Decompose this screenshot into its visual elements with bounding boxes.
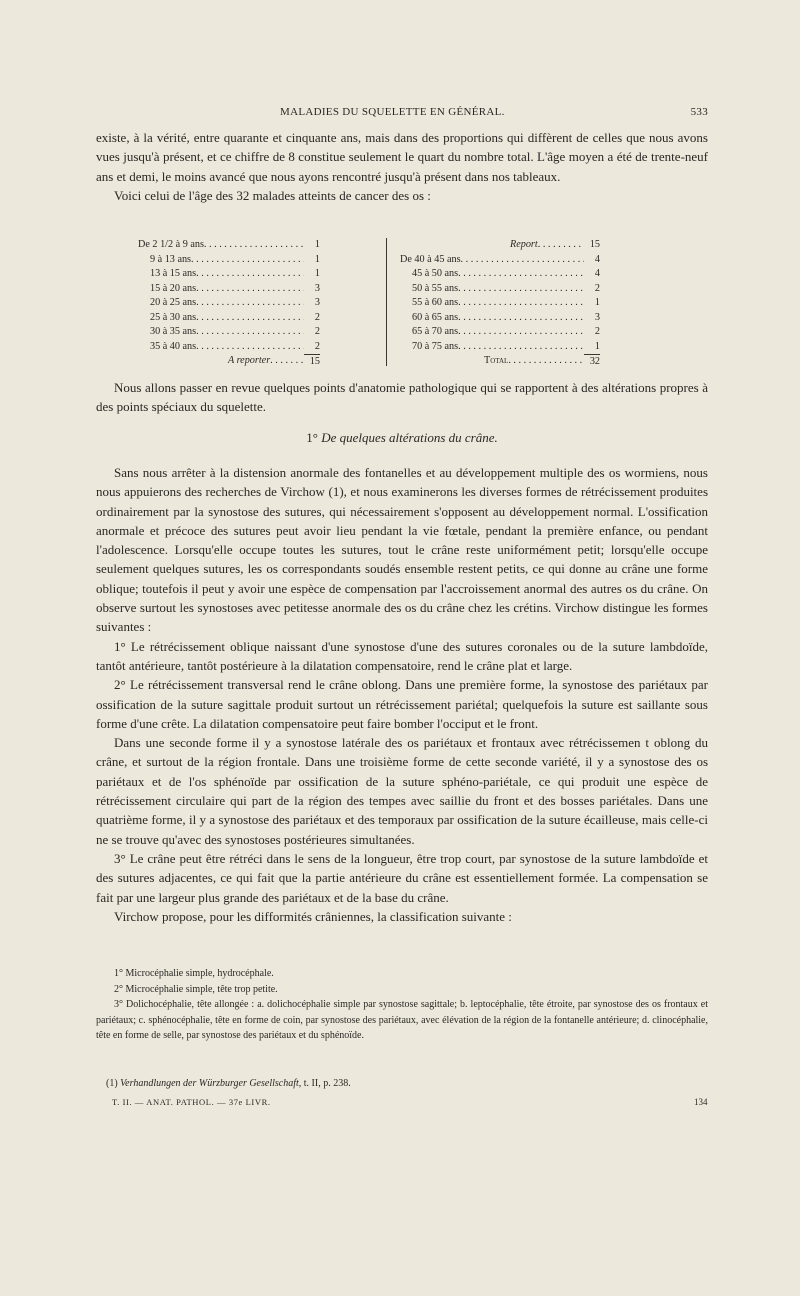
running-header [96,106,708,122]
footnote-marker: (1) [106,1078,118,1089]
age-table-left-column [138,238,320,370]
table-row: 35 à 40 ans . . . 2 [138,340,320,355]
table-row: 30 à 35 ans . . . 2 [138,325,320,340]
table-row: De 40 à 45 ans . . . 4 [400,253,600,268]
section-heading [96,430,708,446]
subtotal-row: A reporter . . . 15 [138,354,320,370]
section-paragraph: Virchow propose, pour les difformités crâniennes, la classification suivante : [114,908,512,924]
report-row: Report . . . 15 [400,238,600,253]
table-row: 9 à 13 ans . . . 1 [138,253,320,268]
table-row: 70 à 75 ans . . . 1 [400,340,600,355]
footnote-reference: , t. II, p. 238. [298,1078,351,1089]
classification-item: 1° Microcéphalie simple, hydrocéphale. [114,968,274,979]
age-table-right-column [400,238,600,370]
total-row: Total . . . 32 [400,354,600,370]
table-row: 60 à 65 ans . . . 3 [400,311,600,326]
age-table [138,238,608,368]
footnote [106,1078,351,1089]
transition-paragraph: Nous allons passer en revue quelques points d'anatomie pathologique qui se rapportent à des altérations propres à des points spéciaux du squelette. [96,380,708,415]
classification-item: 2° Microcéphalie simple, tête trop petite. [114,983,278,995]
classification-list [96,966,708,1044]
section-paragraph: 1° Le rétrécissement oblique naissant d'une synostose d'une des sutures coronales ou de la suture lambdoïde, tantôt antérieure, tantôt postérieure à la dilatation compensatoire, rend le crâne plat et large. [96,638,708,673]
section-number: 1° [306,430,318,445]
table-row: 25 à 30 ans . . . 2 [138,311,320,326]
footnote-source: Verhandlungen der Würzburger Gesellschaft [120,1078,299,1089]
section-title: De quelques altérations du crâne. [321,430,498,445]
column-divider [386,238,387,366]
section-paragraph: Dans une seconde forme il y a synostose latérale des os pariétaux et frontaux avec rétrécissemen t oblong du crâne, et surtout de la région frontale. Dans une troisième forme de cette seconde variété, il y a synostose des os pariétaux et de l'os sphénoïde par ossification de la suture sphéno-pariétale, ce qui produit une espèce de rétrécissement circulaire qui part de la région des tempes avec saillie du front et des bosses pariétales. Dans une quatrième forme, il y a synostose des pariétaux et des temporaux par ossification de la suture écailleuse, mais celle-ci ne se trouve qu'avec des synostoses postérieures simultanées. [96,735,708,847]
table-row: 45 à 50 ans . . . 4 [400,267,600,282]
section-paragraph: 3° Le crâne peut être rétréci dans le sens de la longueur, être trop court, par synostose de la suture lambdoïde et des sutures adjacentes, ce qui fait que la partie antérieure du crâne est essentiellement formée. La compensation se fait par une largeur plus grande des pariétaux et de la base du crâne. [96,850,708,905]
printer-signature: T. II. — ANAT. PATHOL. — 37e LIVR. [112,1097,271,1107]
section-paragraph: 2° Le rétrécissement transversal rend le crâne oblong. Dans une première forme, la synostose des pariétaux par ossification de la suture sagittale produit surtout un rétrécissement pariétal; quelquefois la suture est saillante sous forme d'une crête. La dilatation compensatoire peut faire bomber l'occiput et le front. [96,677,708,731]
table-intro-paragraph: Voici celui de l'âge des 32 malades atteints de cancer des os : [114,187,431,203]
transition-text [96,378,708,417]
section-paragraph: Sans nous arrêter à la distension anormale des fontanelles et au développement multiple des os wormiens, nous nous appuierons des recherches de Virchow (1), et nous examinerons les diverses formes de rétrécissement produites ordinairement par la synostose des sutures, qui nécessairement s'opposent au développement normal. L'ossification anormale et précoce des sutures peut avoir lieu pendant la vie fœtale, pendant la première enfance, ou pendant l'adolescence. Lorsqu'elle occupe toutes les sutures, tout le crâne reste uniformément petit; lorsqu'elle occupe seulement quelques sutures, les os correspondants soudés ensemble restent petits, ce qui donne au crâne une forme oblique; toutefois il peut y avoir une espèce de compensation par l'accroissement anormal des autres os du crâne. On observe surtout les synostoses avec petitesse anormale des os du crâne chez les crétins. Virchow distingue les formes suivantes : [96,465,708,635]
table-row: De 2 1/2 à 9 ans . . . 1 [138,238,320,253]
classification-item: 3° Dolichocéphalie, tête allongée : a. dolichocéphalie simple par synostose sagittale; b. leptocéphalie, tête étroite, par synostose des os frontaux et pariétaux; c. sphénocéphalie, tête en forme de coin, par synostose des pariétaux, avec élévation de la région de la fontanelle antérieure; d. clinocéphalie, tête en forme de selle, par synostose des pariétaux et du sphénoïde. [96,999,708,1041]
section-body [96,463,708,926]
intro-paragraph: existe, à la vérité, entre quarante et cinquante ans, mais dans des proportions qui diffèrent de celles que nous avons vues jusqu'à présent, et ce chiffre de 8 constitue seulement le quart du nombre total. L'âge moyen a été de trente-neuf ans et demi, le moins avancé que nous ayons rencontré jusqu'à présent dans nos tableaux. [96,130,708,184]
intro-text [96,128,708,205]
table-row: 50 à 55 ans . . . 2 [400,282,600,297]
table-row: 15 à 20 ans . . . 3 [138,282,320,297]
table-row: 13 à 15 ans . . . 1 [138,267,320,282]
signature-number: 134 [694,1097,708,1107]
table-row: 20 à 25 ans . . . 3 [138,296,320,311]
table-row: 55 à 60 ans . . . 1 [400,296,600,311]
page-number: 533 [690,106,708,118]
table-row: 65 à 70 ans . . . 2 [400,325,600,340]
running-title: MALADIES DU SQUELETTE EN GÉNÉRAL. [280,106,505,118]
